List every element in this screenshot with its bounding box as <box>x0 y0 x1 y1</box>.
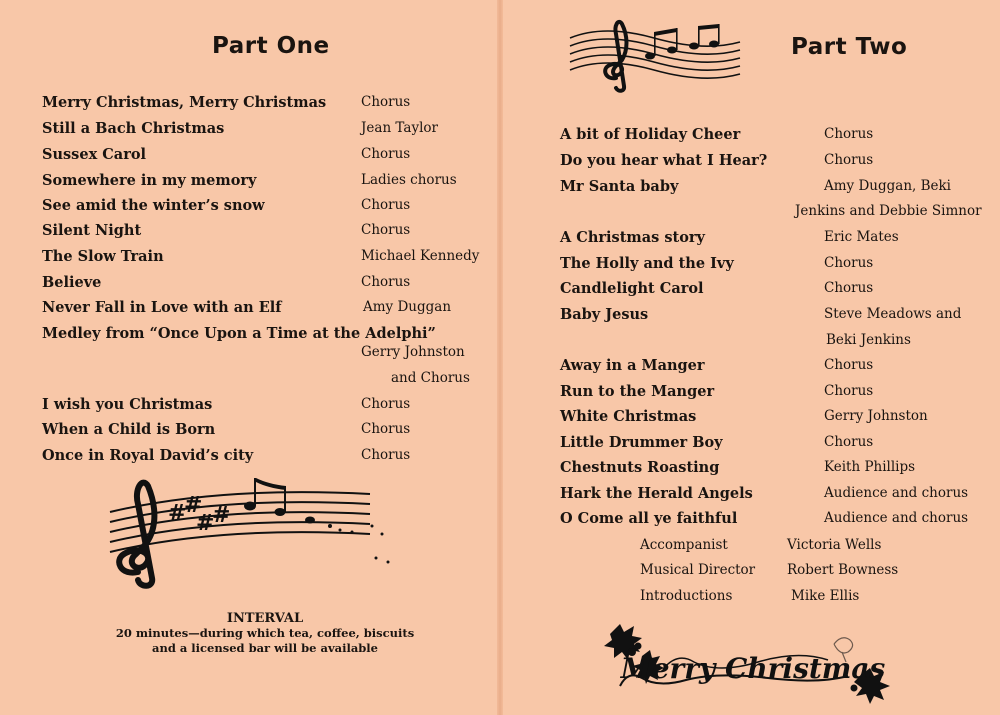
interval-label: INTERVAL <box>226 611 304 626</box>
program-item-performer: Chorus <box>824 152 874 168</box>
program-item-title: Chestnuts Roasting <box>560 459 720 476</box>
music-staff-icon <box>564 16 744 98</box>
program-item-performer: Chorus <box>361 421 411 437</box>
program-item-performer: Audience and chorus <box>824 510 969 526</box>
credit-role: Introductions <box>640 588 733 604</box>
merry-christmas-logo-text: Merry Christmas <box>620 652 886 685</box>
interval-text-line: and a licensed bar will be available <box>152 641 378 655</box>
program-item-title: Baby Jesus <box>560 306 649 323</box>
program-item-performer-continued: and Chorus <box>391 370 470 386</box>
program-item-title: See amid the winter’s snow <box>42 197 265 214</box>
program-item-performer: Chorus <box>824 255 874 271</box>
program-item-performer: Eric Mates <box>824 229 899 245</box>
program-item-performer: Gerry Johnston <box>824 408 928 424</box>
svg-text:#: # <box>212 503 231 528</box>
program-item-title: Merry Christmas, Merry Christmas <box>42 94 327 111</box>
credit-role: Accompanist <box>640 537 728 553</box>
program-item-performer: Chorus <box>824 434 874 450</box>
credit-role: Musical Director <box>640 562 756 578</box>
program-item-performer-continued: Jenkins and Debbie Simnor <box>795 203 982 219</box>
credit-name: Mike Ellis <box>791 588 860 604</box>
program-item-performer: Ladies chorus <box>361 172 457 188</box>
program-item-title: Little Drummer Boy <box>560 434 723 451</box>
merry-christmas-holly-icon <box>598 616 908 712</box>
interval-notice <box>100 611 430 656</box>
program-item-title: Still a Bach Christmas <box>42 120 225 137</box>
treble-clef-music-icon <box>100 472 400 592</box>
program-item-title: Hark the Herald Angels <box>560 485 753 502</box>
svg-text:#: # <box>168 501 187 526</box>
program-item-title: Run to the Manger <box>560 383 715 400</box>
program-item-performer: Chorus <box>824 383 874 399</box>
credit-name: Robert Bowness <box>787 562 899 578</box>
program-item-title: Believe <box>42 274 102 291</box>
program-item-performer: Gerry Johnston <box>361 344 465 360</box>
program-item-title: O Come all ye faithful <box>560 510 738 527</box>
program-item-title: Sussex Carol <box>42 146 147 163</box>
program-item-performer: Steve Meadows and <box>824 306 962 322</box>
program-item-performer: Chorus <box>824 357 874 373</box>
program-item-title: Candlelight Carol <box>560 280 704 297</box>
program-item-title: A bit of Holiday Cheer <box>560 126 741 143</box>
program-item-title: Never Fall in Love with an Elf <box>42 299 282 316</box>
program-item-performer: Michael Kennedy <box>361 248 480 264</box>
program-item-title: When a Child is Born <box>42 421 216 438</box>
svg-text:#: # <box>196 511 215 536</box>
program-item-performer: Chorus <box>824 126 874 142</box>
part-two-page <box>500 0 1000 715</box>
program-item-title: The Slow Train <box>42 248 164 265</box>
program-item-performer: Chorus <box>824 280 874 296</box>
program-item-performer-continued: Beki Jenkins <box>826 332 911 348</box>
program-item-performer: Chorus <box>361 146 411 162</box>
program-item-title: I wish you Christmas <box>42 396 213 413</box>
program-item-performer: Chorus <box>361 447 411 463</box>
interval-text-line: 20 minutes—during which tea, coffee, biscuits <box>115 626 415 640</box>
program-item-performer: Audience and chorus <box>824 485 969 501</box>
program-item-title: Silent Night <box>42 222 142 239</box>
program-item-title: A Christmas story <box>560 229 705 246</box>
part-two-heading: Part Two <box>791 34 908 60</box>
program-item-performer: Chorus <box>361 274 411 290</box>
program-item-title: Mr Santa baby <box>560 178 679 195</box>
program-item-performer: Chorus <box>361 396 411 412</box>
program-item-title: White Christmas <box>560 408 697 425</box>
program-item-title: Somewhere in my memory <box>42 172 257 189</box>
program-item-title: Once in Royal David’s city <box>42 447 254 464</box>
part-one-heading: Part One <box>212 33 330 59</box>
program-item-performer: Chorus <box>361 222 411 238</box>
program-item-title: Away in a Manger <box>560 357 705 374</box>
program-item-title: Medley from “Once Upon a Time at the Adelphi” <box>42 325 436 342</box>
program-item-title: The Holly and the Ivy <box>560 255 734 272</box>
program-item-performer: Chorus <box>361 94 411 110</box>
program-item-performer: Jean Taylor <box>361 120 438 136</box>
credit-name: Victoria Wells <box>787 537 882 553</box>
svg-text:#: # <box>184 493 203 518</box>
program-item-performer: Amy Duggan <box>363 299 452 315</box>
program-item-performer: Chorus <box>361 197 411 213</box>
program-item-performer: Keith Phillips <box>824 459 916 475</box>
program-item-title: Do you hear what I Hear? <box>560 152 768 169</box>
program-item-performer: Amy Duggan, Beki <box>824 178 952 194</box>
